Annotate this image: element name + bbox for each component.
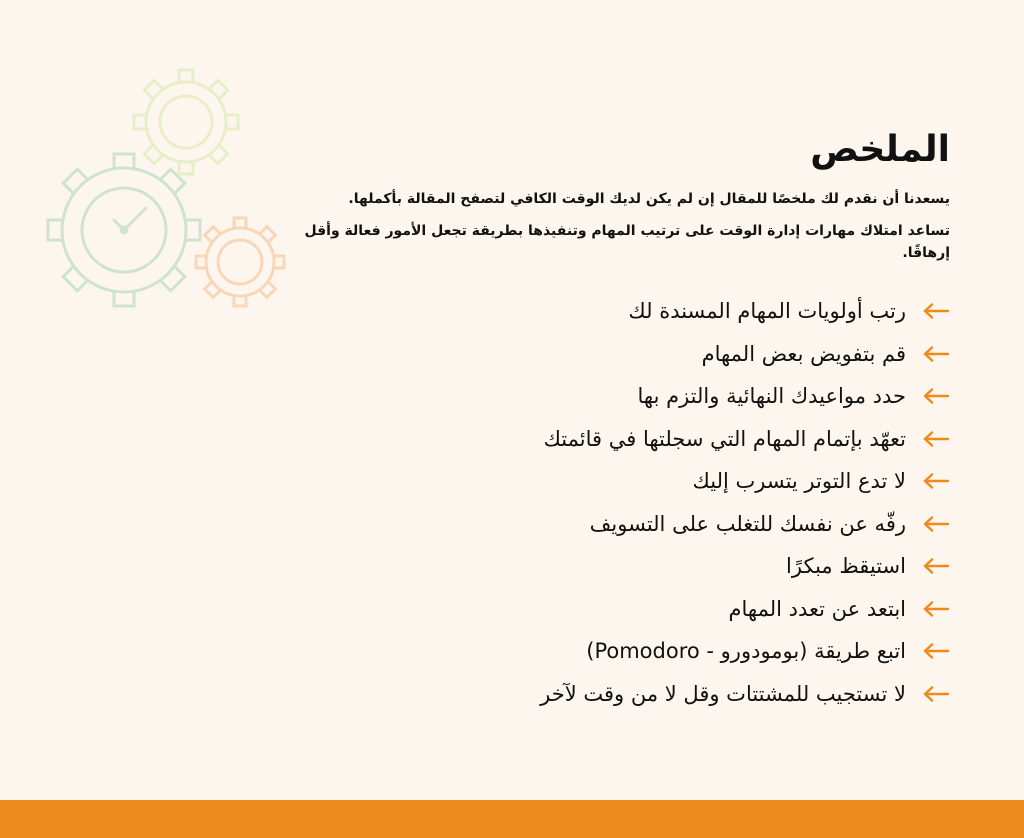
list-item (300, 418, 950, 461)
gear-icon (196, 218, 284, 306)
arrow-left-icon (922, 303, 950, 319)
intro-text: يسعدنا أن نقدم لك ملخصًا للمقال إن لم يكن لديك الوقت الكافي لتصفح المقالة بأكملها. (348, 191, 950, 207)
summary-section (300, 128, 950, 715)
list-item (300, 588, 950, 631)
gear-icon (134, 70, 238, 174)
arrow-left-icon (922, 643, 950, 659)
tips-list (300, 290, 950, 715)
footer-bar (0, 800, 1024, 838)
list-item (300, 375, 950, 418)
list-item (300, 673, 950, 716)
tip-text: اتبع طريقة (بومودورو - Pomodoro) (586, 639, 906, 664)
tip-text: قم بتفويض بعض المهام (701, 341, 906, 366)
tip-text: حدد مواعيدك النهائية والتزم بها (637, 384, 906, 409)
tip-text: رفّه عن نفسك للتغلب على التسويف (589, 511, 906, 536)
list-item (300, 630, 950, 673)
tip-text: لا تستجيب للمشتتات وقل لا من وقت لآخر (540, 681, 906, 706)
tip-text: رتب أولويات المهام المسندة لك (628, 299, 906, 324)
tip-text: ابتعد عن تعدد المهام (728, 596, 906, 621)
arrow-left-icon (922, 473, 950, 489)
arrow-left-icon (922, 431, 950, 447)
arrow-left-icon (922, 686, 950, 702)
tip-text: تعهّد بإتمام المهام التي سجلتها في قائمتك (543, 426, 906, 451)
list-item (300, 503, 950, 546)
arrow-left-icon (922, 601, 950, 617)
arrow-left-icon (922, 516, 950, 532)
arrow-left-icon (922, 388, 950, 404)
tip-text: لا تدع التوتر يتسرب إليك (692, 469, 906, 494)
tip-text: استيقظ مبكرًا (786, 554, 906, 579)
arrow-left-icon (922, 558, 950, 574)
gears-clock-illustration (40, 66, 300, 316)
intro-text: تساعد امتلاك مهارات إدارة الوقت على ترتيب المهام وتنفيذها بطريقة تجعل الأمور فعالة وأقل إرهاقًا. (304, 223, 950, 261)
list-item (300, 460, 950, 503)
list-item (300, 545, 950, 588)
clock-icon (82, 188, 166, 272)
summary-title: الملخص (810, 129, 950, 170)
list-item (300, 333, 950, 376)
arrow-left-icon (922, 346, 950, 362)
list-item (300, 290, 950, 333)
